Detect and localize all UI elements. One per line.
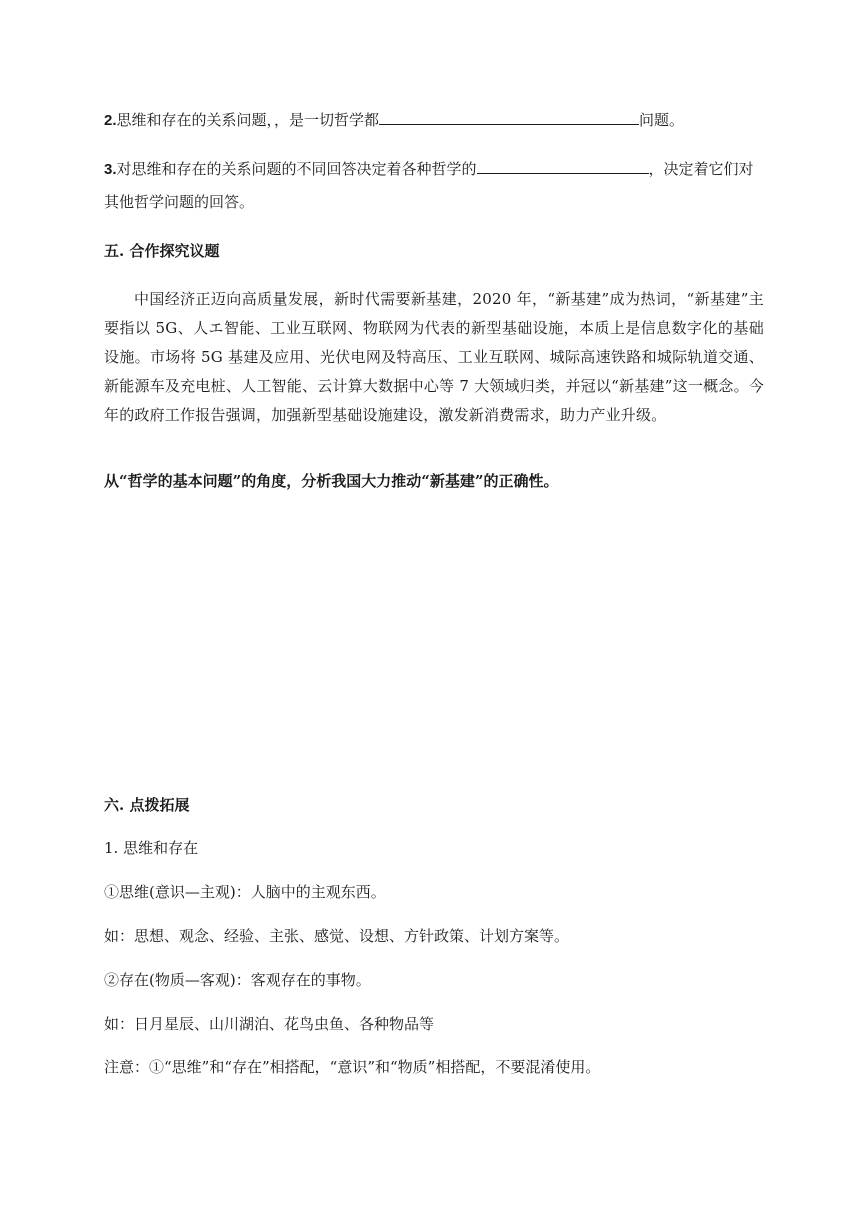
section-6-item-1: 1. 思维和存在: [104, 839, 199, 857]
question-2-text: 思维和存在的关系问题，，是一切哲学都: [116, 111, 380, 129]
section-5-heading: 五. 合作探究议题: [104, 242, 220, 260]
thinking-examples: 如：思想、观念、经验、主张、感觉、设想、方针政策、计划方案等。: [104, 927, 570, 945]
section-6-heading: 六. 点拨拓展: [104, 796, 190, 814]
question-3: [104, 159, 764, 180]
question-2-number: 2.: [104, 112, 117, 129]
being-examples: 如：日月星辰、山川湖泊、花鸟虫鱼、各种物品等: [104, 1015, 435, 1033]
usage-note: 注意：①“思维”和“存在”相搭配，“意识”和“物质”相搭配，不要混淆使用。: [104, 1058, 601, 1076]
question-3-after: ，决定着它们对: [648, 160, 754, 178]
question-2-after: 问题。: [639, 111, 685, 129]
section-5-paragraph: 中国经济正迈向高质量发展，新时代需要新基建，2020 年，“新基建”成为热词，“新基建”主要指以 5G、人エ智能、工业互联网、物联网为代表的新型基础设施，本质上是信息数字化的基础设施。市场将 5G 基建及应用、光伏电网及特高压、工业互联网、城际高速铁路和城际轨道交通、新能源车及充电桩、人工智能、云计算大数据中心等 7 大领域归类，并冠以“新基建”这一概念。今年的政府工作报告强调，加强新型基础设施建设，激发新消费需求，助力产业升级。: [104, 290, 764, 424]
question-2-blank[interactable]: [379, 110, 639, 125]
question-3-line2: 其他哲学问题的回答。: [104, 193, 255, 211]
thinking-definition: ①思维(意识—主观)：人脑中的主观东西。: [104, 883, 386, 901]
being-definition: ②存在(物质—客观)：客观存在的事物。: [104, 971, 371, 989]
section-5-question: 从“哲学的基本问题”的角度，分析我国大力推动“新基建”的正确性。: [104, 472, 559, 490]
question-2: [104, 110, 764, 131]
question-3-text: 对思维和存在的关系问题的不同回答决定着各种哲学的: [116, 160, 477, 178]
question-3-blank[interactable]: [477, 159, 649, 174]
question-3-number: 3.: [104, 161, 117, 178]
